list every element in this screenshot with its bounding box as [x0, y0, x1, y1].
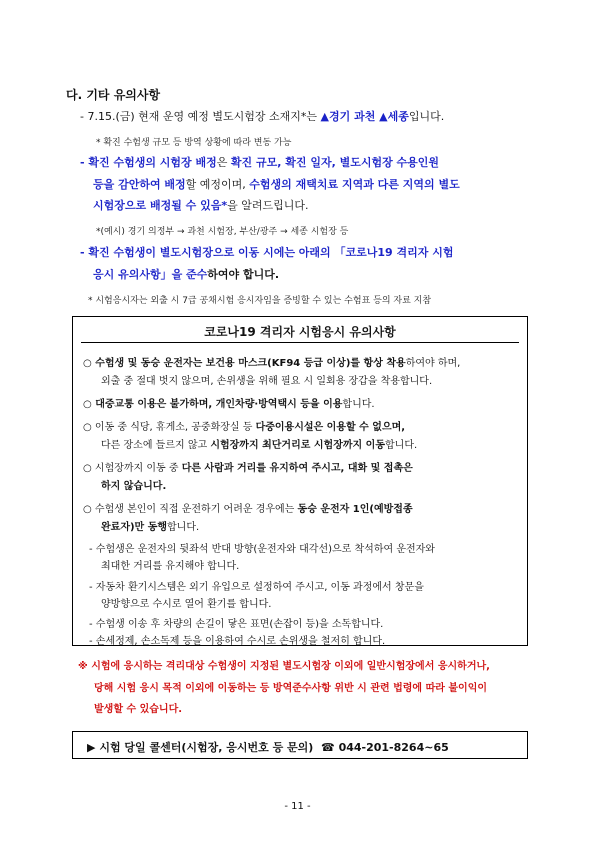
assign-line-3: 시험장으로 배정될 수 있음*을 알려드립니다. [93, 199, 309, 212]
callcenter-box [72, 731, 528, 759]
box-title: 코로나19 격리자 시험응시 유의사항 [204, 325, 396, 339]
rule-facilities-cont: 다른 장소에 들르지 않고 시험장까지 최단거리로 시험장까지 이동합니다. [101, 440, 418, 451]
arrow-icon: ▶ [87, 741, 96, 754]
location-note: * 확진 수험생 규모 등 방역 상황에 따라 변동 가능 [96, 138, 292, 148]
box-divider [81, 342, 519, 343]
rule-driver-cont: 완료자)만 동행합니다. [101, 522, 200, 533]
warning-line-1: ※ 시험에 응시하는 격리대상 수험생이 지정된 별도시험장 이외에 일반시험장에서 응시하거나, [78, 661, 490, 672]
rule-mask: ○ 수험생 및 동승 운전자는 보건용 마스크(KF94 등급 이상)를 항상 착용하여야 하며, [83, 358, 461, 369]
move-line-1: - 확진 수험생이 별도시험장으로 이동 시에는 아래의 「코로나19 격리자 시험 [80, 246, 454, 259]
callcenter-line [87, 739, 449, 755]
location-text: - 7.15.(금) 현재 운영 예정 별도시험장 소재지*는 [80, 110, 321, 123]
detail-hand-hygiene: - 손세정제, 손소독제 등을 이용하여 수시로 손위생을 철저히 합니다. [89, 636, 386, 647]
location-highlight: ▲경기 과천 ▲세종 [320, 110, 409, 123]
detail-ventilation: - 자동차 환기시스템은 외기 유입으로 설정하여 주시고, 이동 과정에서 창문을 [89, 582, 424, 593]
callcenter-label: 시험 당일 콜센터(시험장, 응시번호 등 문의) [99, 741, 314, 754]
callcenter-number: 044-201-8264~65 [338, 741, 449, 754]
section-title: 다. 기타 유의사항 [66, 88, 161, 102]
rule-mask-cont: 외출 중 절대 벗지 않으며, 손위생을 위해 필요 시 일회용 장갑을 착용합니다. [101, 376, 433, 387]
rule-facilities: ○ 이동 중 식당, 휴게소, 공중화장실 등 다중이용시설은 이용할 수 없으며, [83, 422, 406, 433]
rule-driver: ○ 수험생 본인이 직접 운전하기 어려운 경우에는 동승 운전자 1인(예방접종 [83, 504, 413, 515]
warning-line-2: 당해 시험 응시 목적 이외에 이동하는 등 방역준수사항 위반 시 관련 법령에 따라 불이익이 [94, 683, 488, 694]
guidelines-box [72, 316, 528, 646]
example-note: *(예시) 경기 의정부 → 과천 시험장, 부산/광주 → 세종 시험장 등 [96, 227, 349, 237]
detail-ventilation-cont: 양방향으로 수시로 열어 환기를 합니다. [101, 599, 272, 610]
warning-line-3: 발생할 수 있습니다. [94, 704, 183, 715]
location-line [80, 110, 444, 124]
rule-distance-cont: 하지 않습니다. [101, 481, 167, 492]
ticket-note: * 시험응시자는 외출 시 7급 공채시험 응시자임을 증빙할 수 있는 수험표 등의 자료 지참 [88, 296, 432, 306]
rule-distance: ○ 시험장까지 이동 중 다른 사람과 거리를 유지하여 주시고, 대화 및 접촉은 [83, 463, 413, 474]
rule-transport: ○ 대중교통 이용은 불가하며, 개인차량·방역택시 등을 이용합니다. [83, 399, 375, 410]
page-number: - 11 - [284, 801, 311, 812]
location-end: 입니다. [408, 110, 445, 123]
detail-seat-cont: 최대한 거리를 유지해야 합니다. [101, 561, 240, 572]
detail-seat: - 수험생은 운전자의 뒷좌석 반대 방향(운전자와 대각선)으로 착석하여 운전자와 [89, 544, 435, 555]
phone-icon: ☎ [321, 741, 335, 754]
assign-line-2: 등을 감안하여 배정할 예정이며, 수험생의 재택치료 지역과 다른 지역의 별도 [93, 178, 460, 191]
assign-line-1: - 확진 수험생의 시험장 배정은 확진 규모, 확진 일자, 별도시험장 수용인원 [80, 156, 440, 169]
move-line-2: 응시 유의사항」을 준수하여야 합니다. [93, 268, 280, 281]
detail-disinfect: - 수험생 이송 후 차량의 손길이 닿은 표면(손잡이 등)을 소독합니다. [89, 619, 384, 630]
